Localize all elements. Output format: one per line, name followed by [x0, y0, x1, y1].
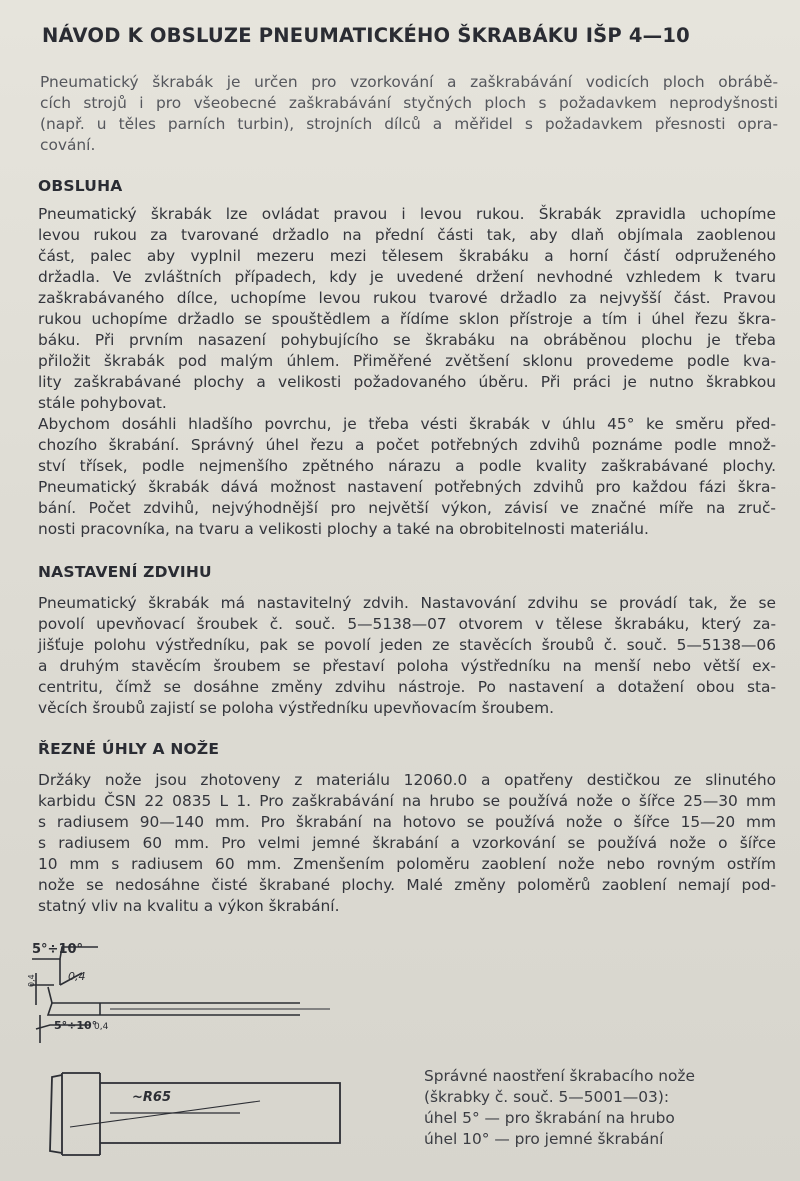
text-line: Abychom dosáhli hladšího povrchu, je třeba vésti škrabák v úhlu 45° ke směru před- — [38, 415, 776, 433]
caption-line: (škrabky č. souč. 5—5001—03): — [424, 1088, 670, 1106]
blade-side-view-drawing — [0, 925, 360, 1055]
caption-line: Správné naostření škrabacího nože — [424, 1067, 695, 1085]
text-line: lity zaškrabávané plochy a velikosti požadovaného úběru. Při práci je nutno škrabkou — [38, 373, 776, 391]
blade-tip-arc — [50, 1075, 62, 1153]
text-line: (např. u těles parních turbin), strojních dílců a měřidel s požadavkem přesnosti opra- — [40, 115, 778, 133]
text-line: chozího škrabání. Správný úhel řezu a počet potřebných zdvihů poznáme podle množ- — [38, 436, 776, 454]
text-line: nosti pracovníka, na tvaru a velikosti plochy a také na obrobitelnosti materiálu. — [38, 520, 649, 538]
text-line: Pneumatický škrabák lze ovládat pravou i levou rukou. Škrabák zpravidla uchopíme — [38, 205, 776, 223]
text-line: Pneumatický škrabák má nastavitelný zdvih. Nastavování zdvihu se provádí tak, že se — [38, 594, 776, 612]
text-line: statný vliv na kvalitu a výkon škrabání. — [38, 897, 340, 915]
section-heading-rezne-uhly: ŘEZNÉ ÚHLY A NOŽE — [38, 740, 220, 758]
text-line: levou rukou za tvarované držadlo na přední části tak, aby dlaň objímala zaoblenou — [38, 226, 776, 244]
text-line: jišťuje polohu výstředníku, pak se povolí jeden ze stavěcích šroubů č. souč. 5—5138—06 — [38, 636, 776, 654]
intro-paragraph — [40, 72, 778, 156]
text-line: část, palec aby vyplnil mezeru mezi tělesem škrabáku a horní částí odpruženého — [38, 247, 776, 265]
text-line: cích strojů i pro všeobecné zaškrabávání styčných ploch s požadavkem neprodyšnosti — [40, 94, 778, 112]
text-line: zaškrabávaného dílce, uchopíme levou rukou tvarové držadlo za nejvyšší část. Pravou — [38, 289, 776, 307]
text-line: 10 mm s radiusem 60 mm. Zmenšením poloměru zaoblení nože nebo rovným ostřím — [38, 855, 776, 873]
text-line: držadla. Ve zvláštních případech, kdy je uvedené držení nevhodné vzhledem k tvaru — [38, 268, 776, 286]
document-title: NÁVOD K OBSLUZE PNEUMATICKÉHO ŠKRABÁKU IŠP 4—10 — [42, 24, 690, 47]
text-line: a druhým stavěcím šroubem se přestaví poloha výstředníku na menší nebo větší ex- — [38, 657, 776, 675]
text-line: stále pohybovat. — [38, 394, 167, 412]
text-line: věcích šroubů zajistí se poloha výstředníku upevňovacím šroubem. — [38, 699, 554, 717]
text-line: ství třísek, podle nejmenšího zpětného nárazu a podle kvality zaškrabávané plochy. — [38, 457, 776, 475]
section-heading-nastaveni-zdvihu: NASTAVENÍ ZDVIHU — [38, 563, 212, 581]
section-paragraph — [38, 593, 776, 719]
blade-top-view-drawing — [40, 1065, 380, 1165]
text-line: Držáky nože jsou zhotoveny z materiálu 12060.0 a opatřeny destičkou ze slinutého — [38, 771, 776, 789]
dim-bottom-label: 0,4 — [94, 1022, 109, 1032]
section-paragraph — [38, 204, 776, 540]
caption-line: úhel 10° — pro jemné škrabání — [424, 1130, 664, 1148]
chamfer-label: 0,4 — [68, 970, 86, 983]
text-line: Pneumatický škrabák dává možnost nastavení potřebných zdvihů pro každou fázi škra- — [38, 478, 776, 496]
angle-bottom-label: 5°÷10° — [54, 1019, 98, 1032]
angle-top-label: 5°÷10° — [32, 942, 84, 957]
text-line: bání. Počet zdvihů, nejvýhodnější pro největší výkon, závisí ve značné míře na zruč- — [38, 499, 776, 517]
figure-caption — [424, 1066, 764, 1150]
text-line: s radiusem 90—140 mm. Pro škrabání na hotovo se používá nože o šířce 15—20 mm — [38, 813, 776, 831]
text-line: centritu, čímž se dosáhne změny zdvihu nástroje. Po nastavení a dotažení obou sta- — [38, 678, 776, 696]
text-line: Pneumatický škrabák je určen pro vzorkování a zaškrabávání vodicích ploch obrábě- — [40, 73, 778, 91]
text-line: cování. — [40, 136, 96, 154]
text-line: povolí upevňovací šroubek č. souč. 5—5138—07 otvorem v tělese škrabáku, který za- — [38, 615, 776, 633]
text-line: rukou uchopíme držadlo se spouštědlem a řídíme sklon přístroje a tím i úhel řezu škra- — [38, 310, 776, 328]
text-line: s radiusem 60 mm. Pro velmi jemné škrabání a vzorkování se používá nože o šířce — [38, 834, 776, 852]
text-line: báku. Při prvním nasazení pohybujícího se škrabáku na obráběnou plochu je třeba — [38, 331, 776, 349]
section-paragraph — [38, 770, 776, 917]
text-line: nože se nedosáhne čisté škrabané plochy. Malé změny poloměrů zaoblení nemají pod- — [38, 876, 776, 894]
blade-outline-top — [48, 987, 300, 1003]
radius-label: ~R65 — [132, 1090, 171, 1105]
section-heading-obsluha: OBSLUHA — [38, 177, 123, 195]
text-line: karbidu ČSN 22 0835 L 1. Pro zaškrabávání na hrubo se používá nože o šířce 25—30 mm — [38, 792, 776, 810]
text-line: přiložit škrabák pod malým úhlem. Přiměřené zvětšení sklonu provedeme podle kva- — [38, 352, 776, 370]
dim-left-label: 0,4 — [27, 974, 36, 987]
caption-line: úhel 5° — pro škrabání na hrubo — [424, 1109, 675, 1127]
